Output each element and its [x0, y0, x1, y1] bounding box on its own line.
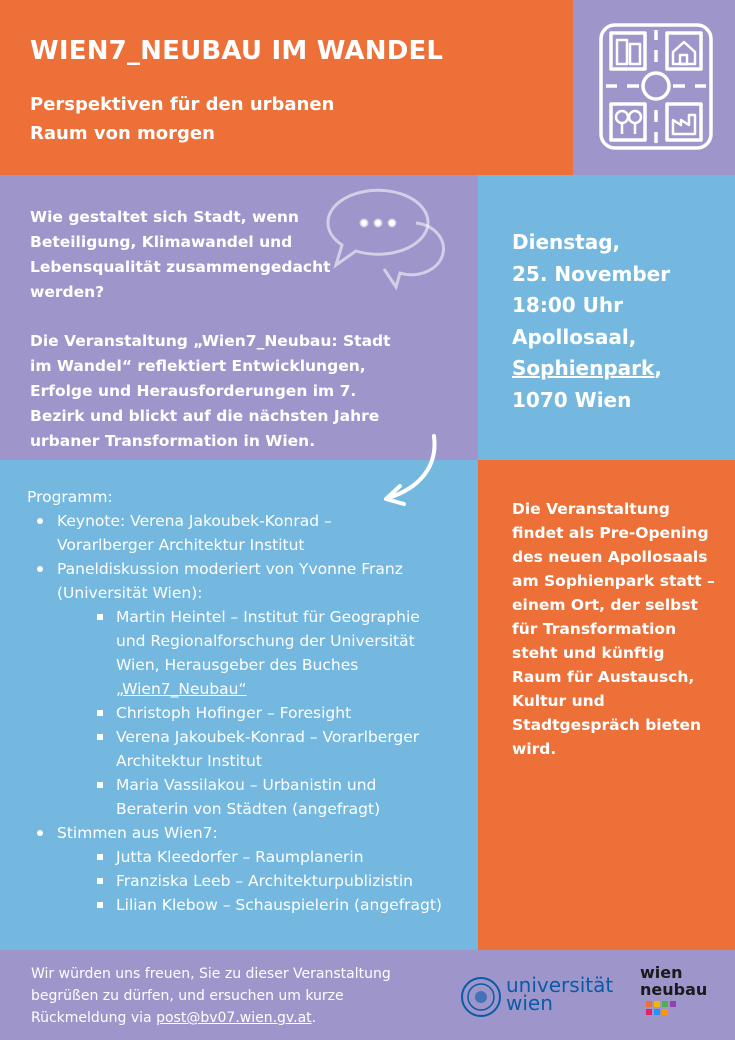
list-item: Maria Vassilakou – Urbanistin und Beraterin von Städten (angefragt) — [91, 773, 406, 821]
program-section — [0, 460, 478, 950]
voices-list — [91, 845, 468, 917]
list-item: Martin Heintel – Institut für Geographie und Regionalforschung der Universität Wien, Herausgeber des Buches „Wien7_Neubau“ — [91, 605, 436, 701]
university-seal-icon — [460, 976, 502, 1018]
event-details — [478, 175, 735, 460]
list-item: Lilian Klebow – Schauspielerin (angefragt) — [91, 893, 468, 917]
curved-arrow-icon — [370, 432, 450, 512]
bezirk-name-line1: wien — [640, 963, 683, 982]
event-time: 18:00 Uhr — [512, 293, 623, 317]
email-link[interactable]: post@bv07.wien.gv.at — [156, 1010, 312, 1026]
program-heading: Programm: — [27, 488, 113, 506]
sophienpark-link[interactable]: Sophienpark — [512, 356, 655, 380]
intro-question: Wie gestaltet sich Stadt, wenn Beteiligung, Klimawandel und Lebensqualität zusammengedacht werden? — [30, 208, 331, 301]
page-subtitle: Perspektiven für den urbanen Raum von morgen — [30, 94, 335, 144]
wien-neubau-logo — [640, 964, 707, 1025]
note-text: Die Veranstaltung findet als Pre-Opening des neuen Apollosaals am Sophienpark statt – einem Ort, der selbst für Transformation steht und künftig Raum für Austausch, Kultur und Stadtgespräch bieten wird. — [512, 500, 715, 758]
color-squares-icon — [640, 1001, 690, 1025]
intro-description: Die Veranstaltung „Wien7_Neubau: Stadt im Wandel“ reflektiert Entwicklungen, Erfolge und Herausforderungen im 7. Bezirk und blickt auf die nächsten Jahre urbaner Transformation in Wien. — [30, 332, 391, 450]
bezirk-name-line2: neubau — [640, 980, 708, 999]
city-quarters-icon — [573, 0, 735, 175]
event-date: 25. November — [512, 261, 671, 286]
event-day: Dienstag, — [512, 230, 621, 254]
list-item: Franziska Leeb – Architekturpublizistin — [91, 869, 468, 893]
intro-section — [0, 175, 478, 460]
event-park-line: Sophienpark, — [512, 356, 662, 380]
event-venue: Apollosaal, — [512, 324, 637, 349]
university-name-line2: wien — [506, 991, 553, 1015]
program-list — [27, 509, 468, 917]
urban-icon-panel — [573, 0, 735, 175]
list-item: Jutta Kleedorfer – Raumplanerin — [91, 845, 468, 869]
panelist-list — [91, 605, 468, 821]
footer-text: Wir würden uns freuen, Sie zu dieser Veranstaltung begrüßen zu dürfen, und ersuchen um kurze Rückmeldung via post@bv07.wien.gv.at. — [31, 966, 391, 1026]
list-item: Verena Jakoubek-Konrad – Vorarlberger Architektur Institut — [91, 725, 446, 773]
university-name-line1: universität — [506, 973, 614, 997]
header-banner — [0, 0, 573, 175]
list-item: Christoph Hofinger – Foresight — [91, 701, 468, 725]
university-logo — [460, 973, 620, 1020]
event-city: 1070 Wien — [512, 387, 632, 412]
book-link[interactable]: „Wien7_Neubau“ — [116, 680, 247, 698]
list-item: Paneldiskussion moderiert von Yvonne Franz (Universität Wien): Martin Heintel – Institut für Geographie und Regionalforschung der Universität Wien, Herausgeber des Buches „Wien7_Neubau“ Christoph Hofinger – Foresight Verena Jakoubek-Konrad – Vorarlberger Architektur Institut Maria Vassilakou – Urbanistin und Beraterin von Städten (angefragt) — [27, 557, 468, 821]
list-item: Stimmen aus Wien7: Jutta Kleedorfer – Raumplanerin Franziska Leeb – Architekturpublizistin Lilian Klebow – Schauspielerin (angefragt) — [27, 821, 468, 917]
pre-opening-note — [478, 460, 735, 950]
page-title: WIEN7_NEUBAU IM WANDEL — [30, 36, 444, 66]
footer — [0, 950, 735, 1040]
list-item: Keynote: Verena Jakoubek-Konrad – Vorarlberger Architektur Institut — [27, 509, 397, 557]
